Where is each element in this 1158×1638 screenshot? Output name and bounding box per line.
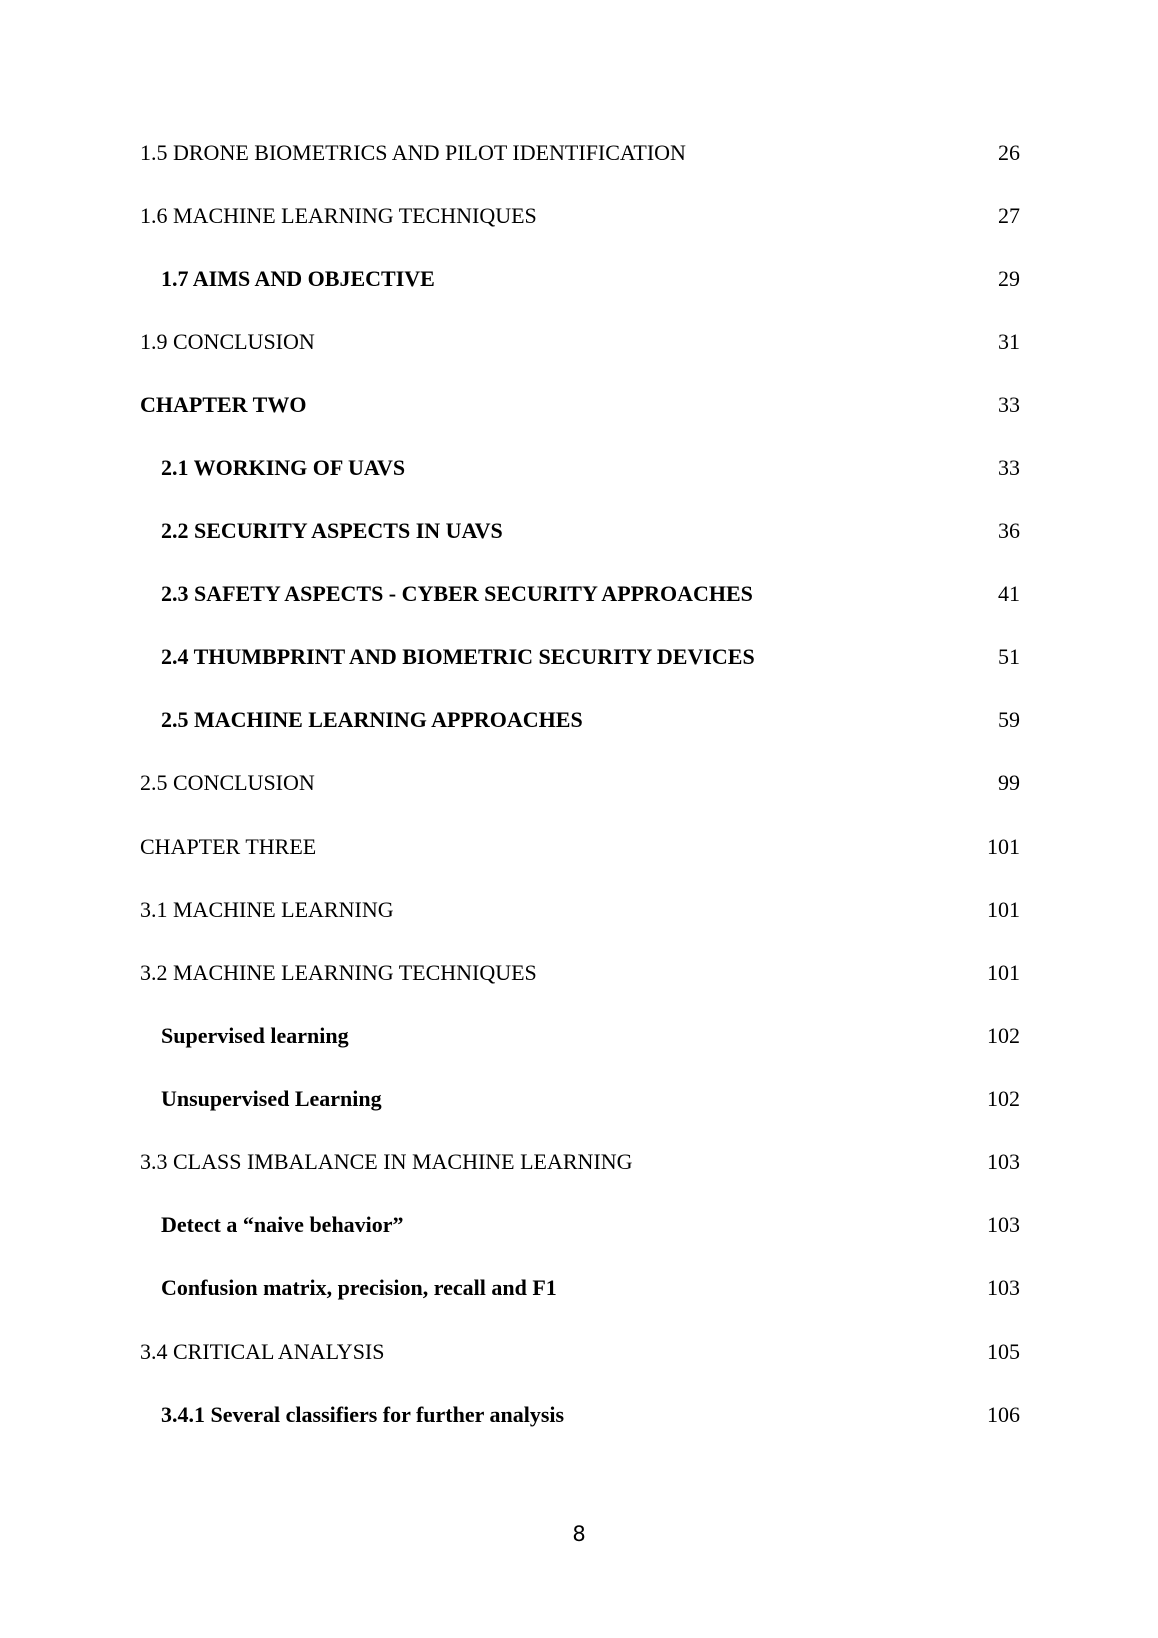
- toc-entry-title: 3.1 MACHINE LEARNING: [140, 897, 394, 922]
- toc-entry: [140, 1273, 1020, 1303]
- toc-entry-page: 36: [998, 518, 1020, 543]
- toc-entry-title: 2.2 SECURITY ASPECTS IN UAVS: [161, 518, 503, 543]
- toc-entry-title: 2.1 WORKING OF UAVS: [161, 455, 406, 480]
- toc-entry-page: 105: [987, 1339, 1020, 1364]
- toc-entry: [140, 768, 1020, 798]
- toc-entry-title: 3.4 CRITICAL ANALYSIS: [140, 1339, 385, 1364]
- toc-entry: [140, 138, 1020, 168]
- toc-entry-title: CHAPTER THREE: [140, 834, 317, 859]
- toc-entry-page: 26: [998, 140, 1020, 165]
- toc-entry: [140, 958, 1020, 988]
- toc-entry-page: 103: [987, 1275, 1020, 1300]
- toc-entry: [140, 1210, 1020, 1240]
- toc-entry-title: 1.6 MACHINE LEARNING TECHNIQUES: [140, 203, 537, 228]
- toc-entry-page: 103: [987, 1149, 1020, 1174]
- toc-entry-page: 101: [987, 834, 1020, 859]
- toc-entry: [140, 516, 1020, 546]
- toc-entry-title: Supervised learning: [161, 1023, 349, 1048]
- toc-entry-page: 33: [998, 455, 1020, 480]
- toc-entry: [140, 327, 1020, 357]
- toc-entry-page: 101: [987, 960, 1020, 985]
- toc-entry: [140, 579, 1020, 609]
- toc-entry-page: 59: [998, 707, 1020, 732]
- toc-entry: [140, 1021, 1020, 1051]
- toc-entry: [140, 705, 1020, 735]
- toc-entry-title: 3.4.1 Several classifiers for further analysis: [161, 1402, 565, 1427]
- toc-entry-page: 41: [998, 581, 1020, 606]
- toc-entry: [140, 1147, 1020, 1177]
- toc-entry-title: 2.3 SAFETY ASPECTS - CYBER SECURITY APPROACHES: [161, 581, 753, 606]
- toc-entry: [140, 264, 1020, 294]
- toc-entry-page: 31: [998, 329, 1020, 354]
- toc-entry-title: 2.5 CONCLUSION: [140, 770, 315, 795]
- toc-entry-page: 29: [998, 266, 1020, 291]
- toc-entry-title: 1.7 AIMS AND OBJECTIVE: [161, 266, 435, 291]
- toc-entry-title: CHAPTER TWO: [140, 392, 307, 417]
- toc-entry: [140, 453, 1020, 483]
- toc-entry-page: 102: [987, 1023, 1020, 1048]
- toc-entry-page: 27: [998, 203, 1020, 228]
- toc-entry-page: 102: [987, 1086, 1020, 1111]
- toc-entry-page: 51: [998, 644, 1020, 669]
- toc-entry-title: Confusion matrix, precision, recall and F1: [161, 1275, 557, 1300]
- toc-entry-title: 2.5 MACHINE LEARNING APPROACHES: [161, 707, 583, 732]
- toc-entry-title: Detect a “naive behavior”: [161, 1212, 404, 1237]
- toc-entry: [140, 1084, 1020, 1114]
- toc-entry-page: 99: [998, 770, 1020, 795]
- toc-entry-title: 3.2 MACHINE LEARNING TECHNIQUES: [140, 960, 537, 985]
- toc-entry: [140, 1400, 1020, 1430]
- toc-entry: [140, 895, 1020, 925]
- toc-entry-title: 3.3 CLASS IMBALANCE IN MACHINE LEARNING: [140, 1149, 633, 1174]
- toc-entry: [140, 201, 1020, 231]
- toc-entry-page: 106: [987, 1402, 1020, 1427]
- toc-entry-page: 33: [998, 392, 1020, 417]
- toc-entry-title: 2.4 THUMBPRINT AND BIOMETRIC SECURITY DEVICES: [161, 644, 755, 669]
- toc-entry-title: 1.9 CONCLUSION: [140, 329, 315, 354]
- toc-entry-page: 103: [987, 1212, 1020, 1237]
- toc-entry: [140, 642, 1020, 672]
- toc-entry-page: 101: [987, 897, 1020, 922]
- toc-entry: [140, 390, 1020, 420]
- toc-entry: [140, 832, 1020, 862]
- toc-entry-title: Unsupervised Learning: [161, 1086, 382, 1111]
- toc-entry: [140, 1337, 1020, 1367]
- page-number: 8: [572, 1522, 586, 1546]
- toc-entry-title: 1.5 DRONE BIOMETRICS AND PILOT IDENTIFICATION: [140, 140, 686, 165]
